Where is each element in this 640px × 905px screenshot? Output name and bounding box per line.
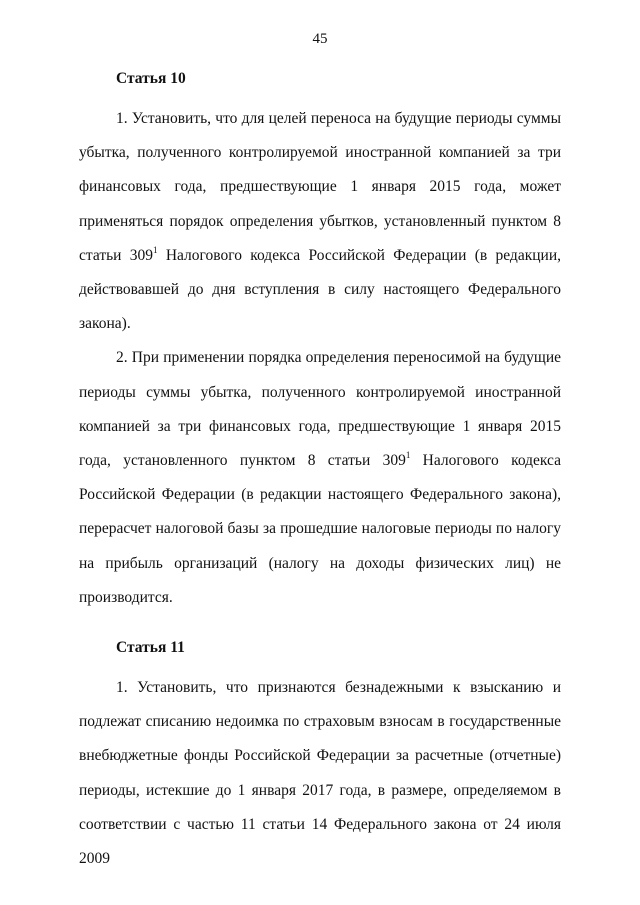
article-11-heading: Статья 11 [116, 639, 185, 657]
article-10-paragraph-1-text-a: 1. Установить, что для целей переноса на будущие периоды суммы убытка, полученного контролируемой иностранной компанией за три финансовых года, предшествующие 1 января 2015 года, может применяться порядок определения убытков, установленный пунктом 8 статьи 309 [79, 110, 561, 264]
document-body [79, 64, 561, 876]
article-11-paragraph-1: 1. Установить, что признаются безнадежными к взысканию и подлежат списанию недоимка по страховым взносам в государственные внебюджетные фонды Российской Федерации за расчетные (отчетные) периоды, истекшие до 1 января 2017 года, в размере, определяемом в соответствии с частью 11 статьи 14 Федерального закона от 24 июля 2009 [79, 679, 561, 868]
article-10-paragraph-2-text-a: 2. При применении порядка определения переносимой на будущие периоды суммы убытка, полученного контролируемой иностранной компанией за три финансовых года, предшествующие 1 января 2015 года, установленного пунктом 8 статьи 309 [79, 349, 561, 470]
page-number: 45 [312, 31, 328, 47]
article-10-paragraph-1-superscript: 1 [153, 244, 158, 255]
article-10-paragraph-2-text-b: Налогового кодекса Российской Федерации (в редакции настоящего Федерального закона), перерасчет налоговой базы за прошедшие налоговые периоды по налогу на прибыль организаций (налогу на доходы физических лиц) не производится. [79, 452, 561, 606]
article-10-paragraph-1-text-b: Налогового кодекса Российской Федерации (в редакции, действовавшей до дня вступления в силу настоящего Федерального закона). [79, 246, 561, 333]
article-10-heading: Статья 10 [116, 70, 186, 87]
article-10-paragraph-1 [79, 102, 561, 341]
article-10-paragraph-2-superscript: 1 [405, 450, 411, 461]
article-10-paragraph-2 [79, 341, 561, 615]
